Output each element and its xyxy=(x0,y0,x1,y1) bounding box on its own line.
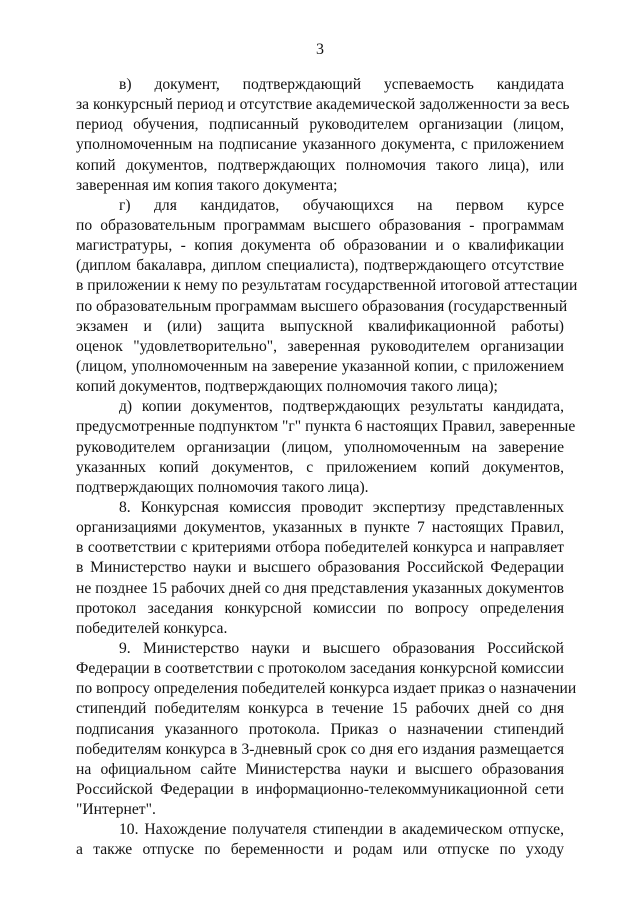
paragraph-item-g xyxy=(76,196,578,397)
text-line: экзамен и (или) защита выпускной квалификационной работы) xyxy=(76,317,564,335)
text-line: (лицом, уполномоченным на заверение указанной копии, с приложением xyxy=(76,357,564,375)
text-line: копий документов, подтверждающих полномочия такого лица), или xyxy=(76,156,564,174)
paragraph-item-8 xyxy=(76,498,564,639)
text-line: "Интернет". xyxy=(76,801,156,819)
document-body xyxy=(76,75,578,860)
text-line: за конкурсный период и отсутствие академической задолженности за весь xyxy=(76,96,570,114)
paragraph-item-10 xyxy=(76,820,564,860)
text-line: в соответствии с критериями отбора победителей конкурса и направляет xyxy=(76,539,564,557)
text-line: д) копии документов, подтверждающих результаты кандидата, xyxy=(119,398,564,416)
text-line: 9. Министерство науки и высшего образования Российской xyxy=(119,639,564,657)
text-line: протокол заседания конкурсной комиссии по вопросу определения xyxy=(76,599,564,617)
text-line: не позднее 15 рабочих дней со дня представления указанных документов xyxy=(76,579,564,597)
text-line: подтверждающих полномочия такого лица). xyxy=(76,478,369,496)
text-line: победителей конкурса. xyxy=(76,619,228,637)
text-line: оценок "удовлетворительно", заверенная руководителем организации xyxy=(76,337,564,355)
text-line: в) документ, подтверждающий успеваемость кандидата xyxy=(119,76,564,93)
text-line: на официальном сайте Министерства науки и высшего образования xyxy=(76,760,564,778)
text-line: Российской Федерации в информационно-телекоммуникационной сети xyxy=(76,780,564,798)
text-line: в приложении к нему по результатам государственной итоговой аттестации xyxy=(76,277,578,295)
paragraph-item-v xyxy=(76,75,570,196)
text-line: предусмотренные подпунктом "г" пункта 6 настоящих Правил, заверенные xyxy=(76,418,576,436)
text-line: период обучения, подписанный руководителем организации (лицом, xyxy=(76,116,564,134)
text-line: уполномоченным на подписание указанного документа, с приложением xyxy=(76,136,564,154)
text-line: г) для кандидатов, обучающихся на первом курсе xyxy=(119,196,564,214)
text-line: 10. Нахождение получателя стипендии в академическом отпуске, xyxy=(119,821,564,839)
paragraph-item-9 xyxy=(76,639,577,820)
text-line: руководителем организации (лицом, уполномоченным на заверение xyxy=(76,438,564,456)
text-line: указанных копий документов, с приложением копий документов, xyxy=(76,458,564,476)
text-line: организациями документов, указанных в пункте 7 настоящих Правил, xyxy=(76,519,564,537)
text-line: (диплом бакалавра, диплом специалиста), подтверждающего отсутствие xyxy=(76,257,564,275)
text-line: Федерации в соответствии с протоколом заседания конкурсной комиссии xyxy=(76,660,564,678)
text-line: победителям конкурса в 3-дневный срок со дня его издания размещается xyxy=(76,740,564,758)
paragraph-item-d xyxy=(76,397,576,498)
text-line: стипендий победителям конкурса в течение 15 рабочих дней со дня xyxy=(76,700,564,718)
text-line: в Министерство науки и высшего образования Российской Федерации xyxy=(76,559,564,577)
text-line: копий документов, подтверждающих полномочия такого лица); xyxy=(76,378,498,396)
text-line: а также отпуске по беременности и родам или отпуске по уходу xyxy=(76,841,564,859)
text-line: по образовательным программам высшего образования (государственный xyxy=(76,297,568,315)
text-line: магистратуры, - копия документа об образовании и о квалификации xyxy=(76,237,564,255)
text-line: 8. Конкурсная комиссия проводит экспертизу представленных xyxy=(119,498,564,516)
text-line: по образовательным программам высшего образования - программам xyxy=(76,216,564,234)
text-line: подписания указанного протокола. Приказ о назначении стипендий xyxy=(76,720,564,738)
page-number: 3 xyxy=(316,41,324,58)
text-line: заверенная им копия такого документа; xyxy=(76,176,338,194)
text-line: по вопросу определения победителей конкурса издает приказ о назначении xyxy=(76,680,577,698)
